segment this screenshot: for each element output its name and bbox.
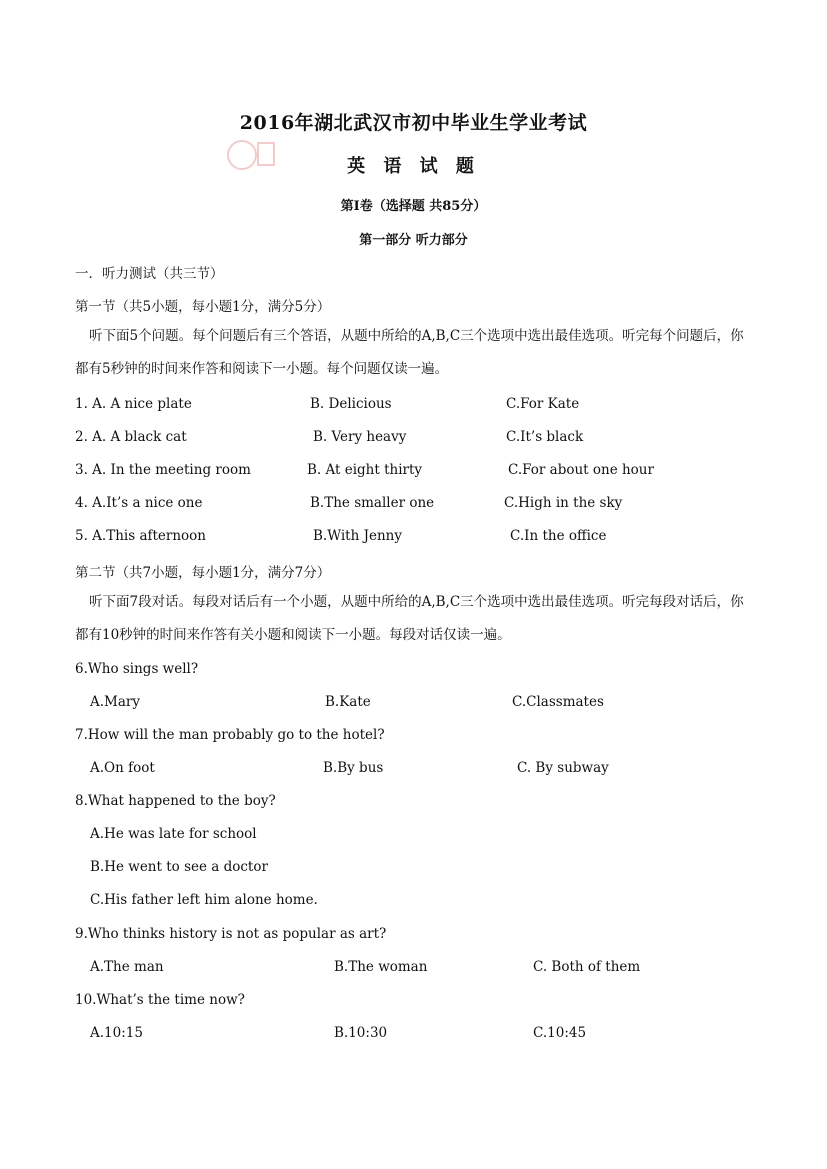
q3-option-a[interactable]: 3. A. In the meeting room (75, 462, 251, 478)
q7-option-c[interactable]: C. By subway (517, 760, 609, 776)
q7-option-a[interactable]: A.On foot (90, 760, 155, 776)
q5-option-c[interactable]: C.In the office (510, 528, 607, 544)
exam-title: 2016年湖北武汉市初中毕业生学业考试 (239, 112, 588, 134)
q6-stem: 6.Who sings well? (75, 661, 199, 677)
q8-stem: 8.What happened to the boy? (75, 793, 276, 809)
q5-option-a[interactable]: 5. A.This afternoon (75, 528, 207, 544)
q8-option-b[interactable]: B.He went to see a doctor (90, 859, 268, 875)
part-heading: 第一部分 听力部分 (359, 233, 468, 248)
q10-option-a[interactable]: A.10:15 (90, 1025, 143, 1041)
q2-option-a[interactable]: 2. A. A black cat (75, 429, 187, 445)
section1-subheading: 第一节（共5小题，每小题1分，满分5分） (75, 299, 331, 315)
q2-option-b[interactable]: B. Very heavy (313, 429, 407, 445)
section-heading: 一．听力测试（共三节） (75, 266, 224, 282)
q1-option-a[interactable]: 1. A. A nice plate (75, 396, 192, 412)
q4-option-c[interactable]: C.High in the sky (504, 495, 623, 511)
q10-option-c[interactable]: C.10:45 (533, 1025, 587, 1041)
q8-option-a[interactable]: A.He was late for school (90, 826, 257, 842)
q9-option-b[interactable]: B.The woman (334, 959, 428, 975)
q3-option-c[interactable]: C.For about one hour (508, 462, 654, 478)
q1-option-b[interactable]: B. Delicious (310, 396, 392, 412)
q9-option-c[interactable]: C. Both of them (533, 959, 641, 975)
q4-option-a[interactable]: 4. A.It’s a nice one (75, 495, 203, 511)
q2-option-c[interactable]: C.It’s black (506, 429, 584, 445)
q9-option-a[interactable]: A.The man (90, 959, 164, 975)
volume-heading: 第Ⅰ卷（选择题 共85分） (340, 199, 487, 214)
q6-option-c[interactable]: C.Classmates (512, 694, 604, 710)
q3-option-b[interactable]: B. At eight thirty (307, 462, 423, 478)
q8-option-c[interactable]: C.His father left him alone home. (90, 892, 318, 908)
q10-option-b[interactable]: B.10:30 (334, 1025, 388, 1041)
q10-stem: 10.What’s the time now? (75, 992, 245, 1008)
q4-option-b[interactable]: B.The smaller one (310, 495, 435, 511)
q7-option-b[interactable]: B.By bus (323, 760, 384, 776)
q1-option-c[interactable]: C.For Kate (506, 396, 580, 412)
subject-title: 英 语 试 题 (347, 156, 480, 177)
q9-stem: 9.Who thinks history is not as popular as art? (75, 926, 387, 942)
section2-instructions: 听下面7段对话。每段对话后有一个小题，从题中所给的A,B,C三个选项中选出最佳选项。听完每段对话后，你都有10秒钟的时间来作答有关小题和阅读下一小题。每段对话仅读一遍。 (75, 594, 744, 643)
q7-stem: 7.How will the man probably go to the hotel? (75, 727, 385, 743)
q6-option-a[interactable]: A.Mary (90, 694, 140, 710)
section1-instructions: 听下面5个问题。每个问题后有三个答语，从题中所给的A,B,C三个选项中选出最佳选项。听完每个问题后，你都有5秒钟的时间来作答和阅读下一小题。每个问题仅读一遍。 (75, 328, 744, 377)
q5-option-b[interactable]: B.With Jenny (313, 528, 402, 544)
section2-subheading: 第二节（共7小题，每小题1分，满分7分） (75, 565, 331, 581)
q6-option-b[interactable]: B.Kate (325, 694, 371, 710)
